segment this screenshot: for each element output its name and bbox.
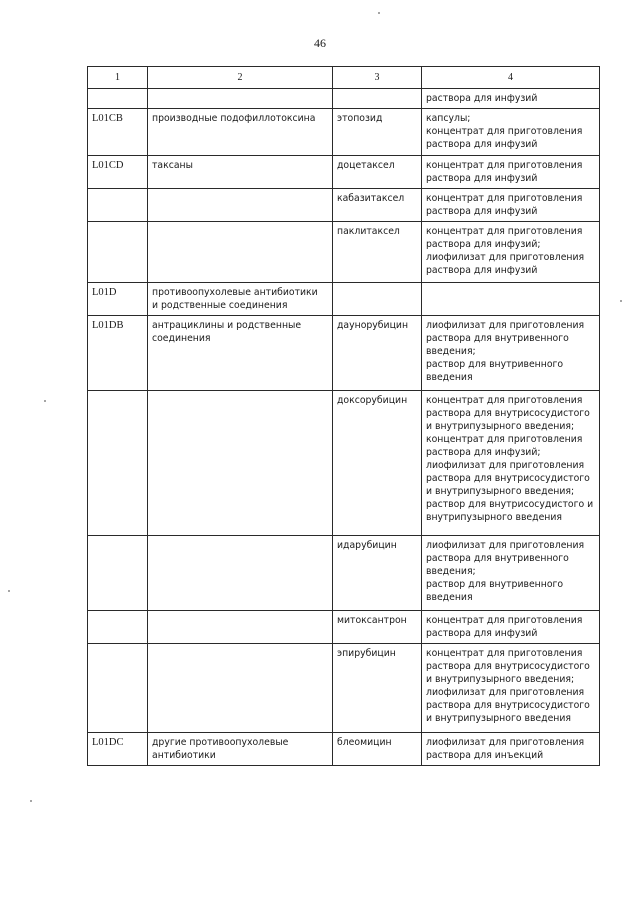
dosage-form-line: введения — [426, 372, 473, 383]
dosage-form-line: раствора для внутривенного — [426, 553, 569, 564]
dosage-form-line: лиофилизат для приготовления — [426, 320, 585, 331]
dosage-form-line: введения; — [426, 346, 476, 357]
dosage-form-line: концентрат для приготовления — [426, 395, 583, 406]
header-cell: 1 — [88, 67, 148, 89]
dosage-forms-cell — [422, 89, 600, 109]
dosage-form-line: введения; — [426, 566, 476, 577]
scan-speck — [620, 300, 622, 302]
table-row — [88, 109, 600, 156]
drug-name-cell: эпирубицин — [333, 644, 422, 733]
atc-code-cell: L01CD — [88, 156, 148, 189]
drug-name-cell: доцетаксел — [333, 156, 422, 189]
dosage-forms-cell — [422, 156, 600, 189]
group-name-line: соединения — [152, 333, 211, 344]
dosage-form-line: и внутрипузырного введения — [426, 713, 572, 724]
group-name-line: другие противоопухолевые — [152, 737, 289, 748]
dosage-form-line: раствора для инфузий — [426, 206, 538, 217]
atc-code-cell: L01DC — [88, 733, 148, 766]
table-row — [88, 391, 600, 536]
group-name-cell — [148, 89, 333, 109]
group-name-cell — [148, 283, 333, 316]
group-name-cell — [148, 109, 333, 156]
header-cell: 4 — [422, 67, 600, 89]
dosage-form-line: раствор для внутрисосудистого и — [426, 499, 594, 510]
atc-code-cell — [88, 611, 148, 644]
atc-code-cell — [88, 189, 148, 222]
drug-name-cell — [333, 283, 422, 316]
table-row — [88, 283, 600, 316]
atc-code-cell — [88, 89, 148, 109]
dosage-forms-cell — [422, 222, 600, 283]
dosage-form-line: концентрат для приготовления — [426, 434, 583, 445]
drug-name-cell: доксорубицин — [333, 391, 422, 536]
dosage-form-line: лиофилизат для приготовления — [426, 687, 585, 698]
dosage-form-line: концентрат для приготовления — [426, 160, 583, 171]
table-row — [88, 89, 600, 109]
scan-speck — [44, 400, 46, 402]
atc-code-cell: L01CB — [88, 109, 148, 156]
dosage-form-line: раствор для внутривенного — [426, 579, 564, 590]
drug-name-cell: этопозид — [333, 109, 422, 156]
drug-name-cell: блеомицин — [333, 733, 422, 766]
header-cell: 2 — [148, 67, 333, 89]
dosage-form-line: и внутрипузырного введения; — [426, 674, 575, 685]
scan-speck — [30, 800, 32, 802]
header-cell: 3 — [333, 67, 422, 89]
group-name-line: противоопухолевые антибиотики — [152, 287, 318, 298]
group-name-cell — [148, 733, 333, 766]
table-row — [88, 156, 600, 189]
group-name-cell — [148, 611, 333, 644]
dosage-forms-cell — [422, 283, 600, 316]
group-name-line: и родственные соединения — [152, 300, 288, 311]
dosage-form-line: концентрат для приготовления — [426, 193, 583, 204]
dosage-form-line: введения — [426, 592, 473, 603]
dosage-forms-cell — [422, 733, 600, 766]
group-name-line: антибиотики — [152, 750, 216, 761]
dosage-form-line: раствора для инфузий — [426, 265, 538, 276]
table-row — [88, 611, 600, 644]
dosage-forms-cell — [422, 189, 600, 222]
drug-name-cell: идарубицин — [333, 536, 422, 611]
drug-name-cell: митоксантрон — [333, 611, 422, 644]
table-row — [88, 733, 600, 766]
dosage-form-line: и внутрипузырного введения; — [426, 486, 575, 497]
drug-name-cell — [333, 89, 422, 109]
page-number: 46 — [314, 36, 326, 50]
drug-name-cell: даунорубицин — [333, 316, 422, 391]
dosage-form-line: раствора для внутрисосудистого — [426, 661, 590, 672]
dosage-forms-cell — [422, 109, 600, 156]
table-row — [88, 222, 600, 283]
header-row — [88, 67, 600, 89]
dosage-forms-cell — [422, 644, 600, 733]
dosage-form-line: концентрат для приготовления — [426, 648, 583, 659]
group-name-cell — [148, 316, 333, 391]
dosage-forms-cell — [422, 536, 600, 611]
dosage-form-line: раствора для внутрисосудистого — [426, 473, 590, 484]
group-name-cell — [148, 189, 333, 222]
dosage-form-line: раствора для инфузий — [426, 628, 538, 639]
dosage-form-line: раствора для внутривенного — [426, 333, 569, 344]
atc-code-cell — [88, 644, 148, 733]
scan-speck — [378, 12, 380, 14]
dosage-form-line: раствора для инфузий; — [426, 447, 541, 458]
dosage-form-line: капсулы; — [426, 113, 471, 124]
dosage-form-line: раствора для внутрисосудистого — [426, 408, 590, 419]
dosage-form-line: и внутрипузырного введения; — [426, 421, 575, 432]
table-row — [88, 536, 600, 611]
drug-table — [87, 66, 600, 766]
dosage-forms-cell — [422, 391, 600, 536]
atc-code-cell: L01DB — [88, 316, 148, 391]
group-name-line: таксаны — [152, 160, 193, 171]
dosage-form-line: раствора для инъекций — [426, 750, 544, 761]
atc-code-cell: L01D — [88, 283, 148, 316]
group-name-cell — [148, 156, 333, 189]
drug-name-cell: кабазитаксел — [333, 189, 422, 222]
group-name-cell — [148, 222, 333, 283]
group-name-cell — [148, 644, 333, 733]
dosage-form-line: раствора для инфузий — [426, 139, 538, 150]
dosage-form-line: раствора для инфузий — [426, 173, 538, 184]
dosage-form-line: концентрат для приготовления — [426, 226, 583, 237]
dosage-form-line: концентрат для приготовления — [426, 615, 583, 626]
table-row — [88, 316, 600, 391]
scan-speck — [8, 590, 10, 592]
drug-name-cell: паклитаксел — [333, 222, 422, 283]
dosage-form-line: лиофилизат для приготовления — [426, 460, 585, 471]
group-name-line: антрациклины и родственные — [152, 320, 302, 331]
dosage-form-line: концентрат для приготовления — [426, 126, 583, 137]
dosage-form-line: раствора для внутрисосудистого — [426, 700, 590, 711]
table-row — [88, 189, 600, 222]
dosage-form-line: раствора для инфузий — [426, 93, 538, 104]
group-name-line: производные подофиллотоксина — [152, 113, 316, 124]
atc-code-cell — [88, 222, 148, 283]
atc-code-cell — [88, 391, 148, 536]
dosage-forms-cell — [422, 316, 600, 391]
group-name-cell — [148, 391, 333, 536]
dosage-form-line: раствор для внутривенного — [426, 359, 564, 370]
table-row — [88, 644, 600, 733]
dosage-form-line: лиофилизат для приготовления — [426, 540, 585, 551]
atc-code-cell — [88, 536, 148, 611]
group-name-cell — [148, 536, 333, 611]
dosage-form-line: лиофилизат для приготовления — [426, 252, 585, 263]
dosage-form-line: внутрипузырного введения — [426, 512, 563, 523]
dosage-form-line: лиофилизат для приготовления — [426, 737, 585, 748]
dosage-forms-cell — [422, 611, 600, 644]
dosage-form-line: раствора для инфузий; — [426, 239, 541, 250]
